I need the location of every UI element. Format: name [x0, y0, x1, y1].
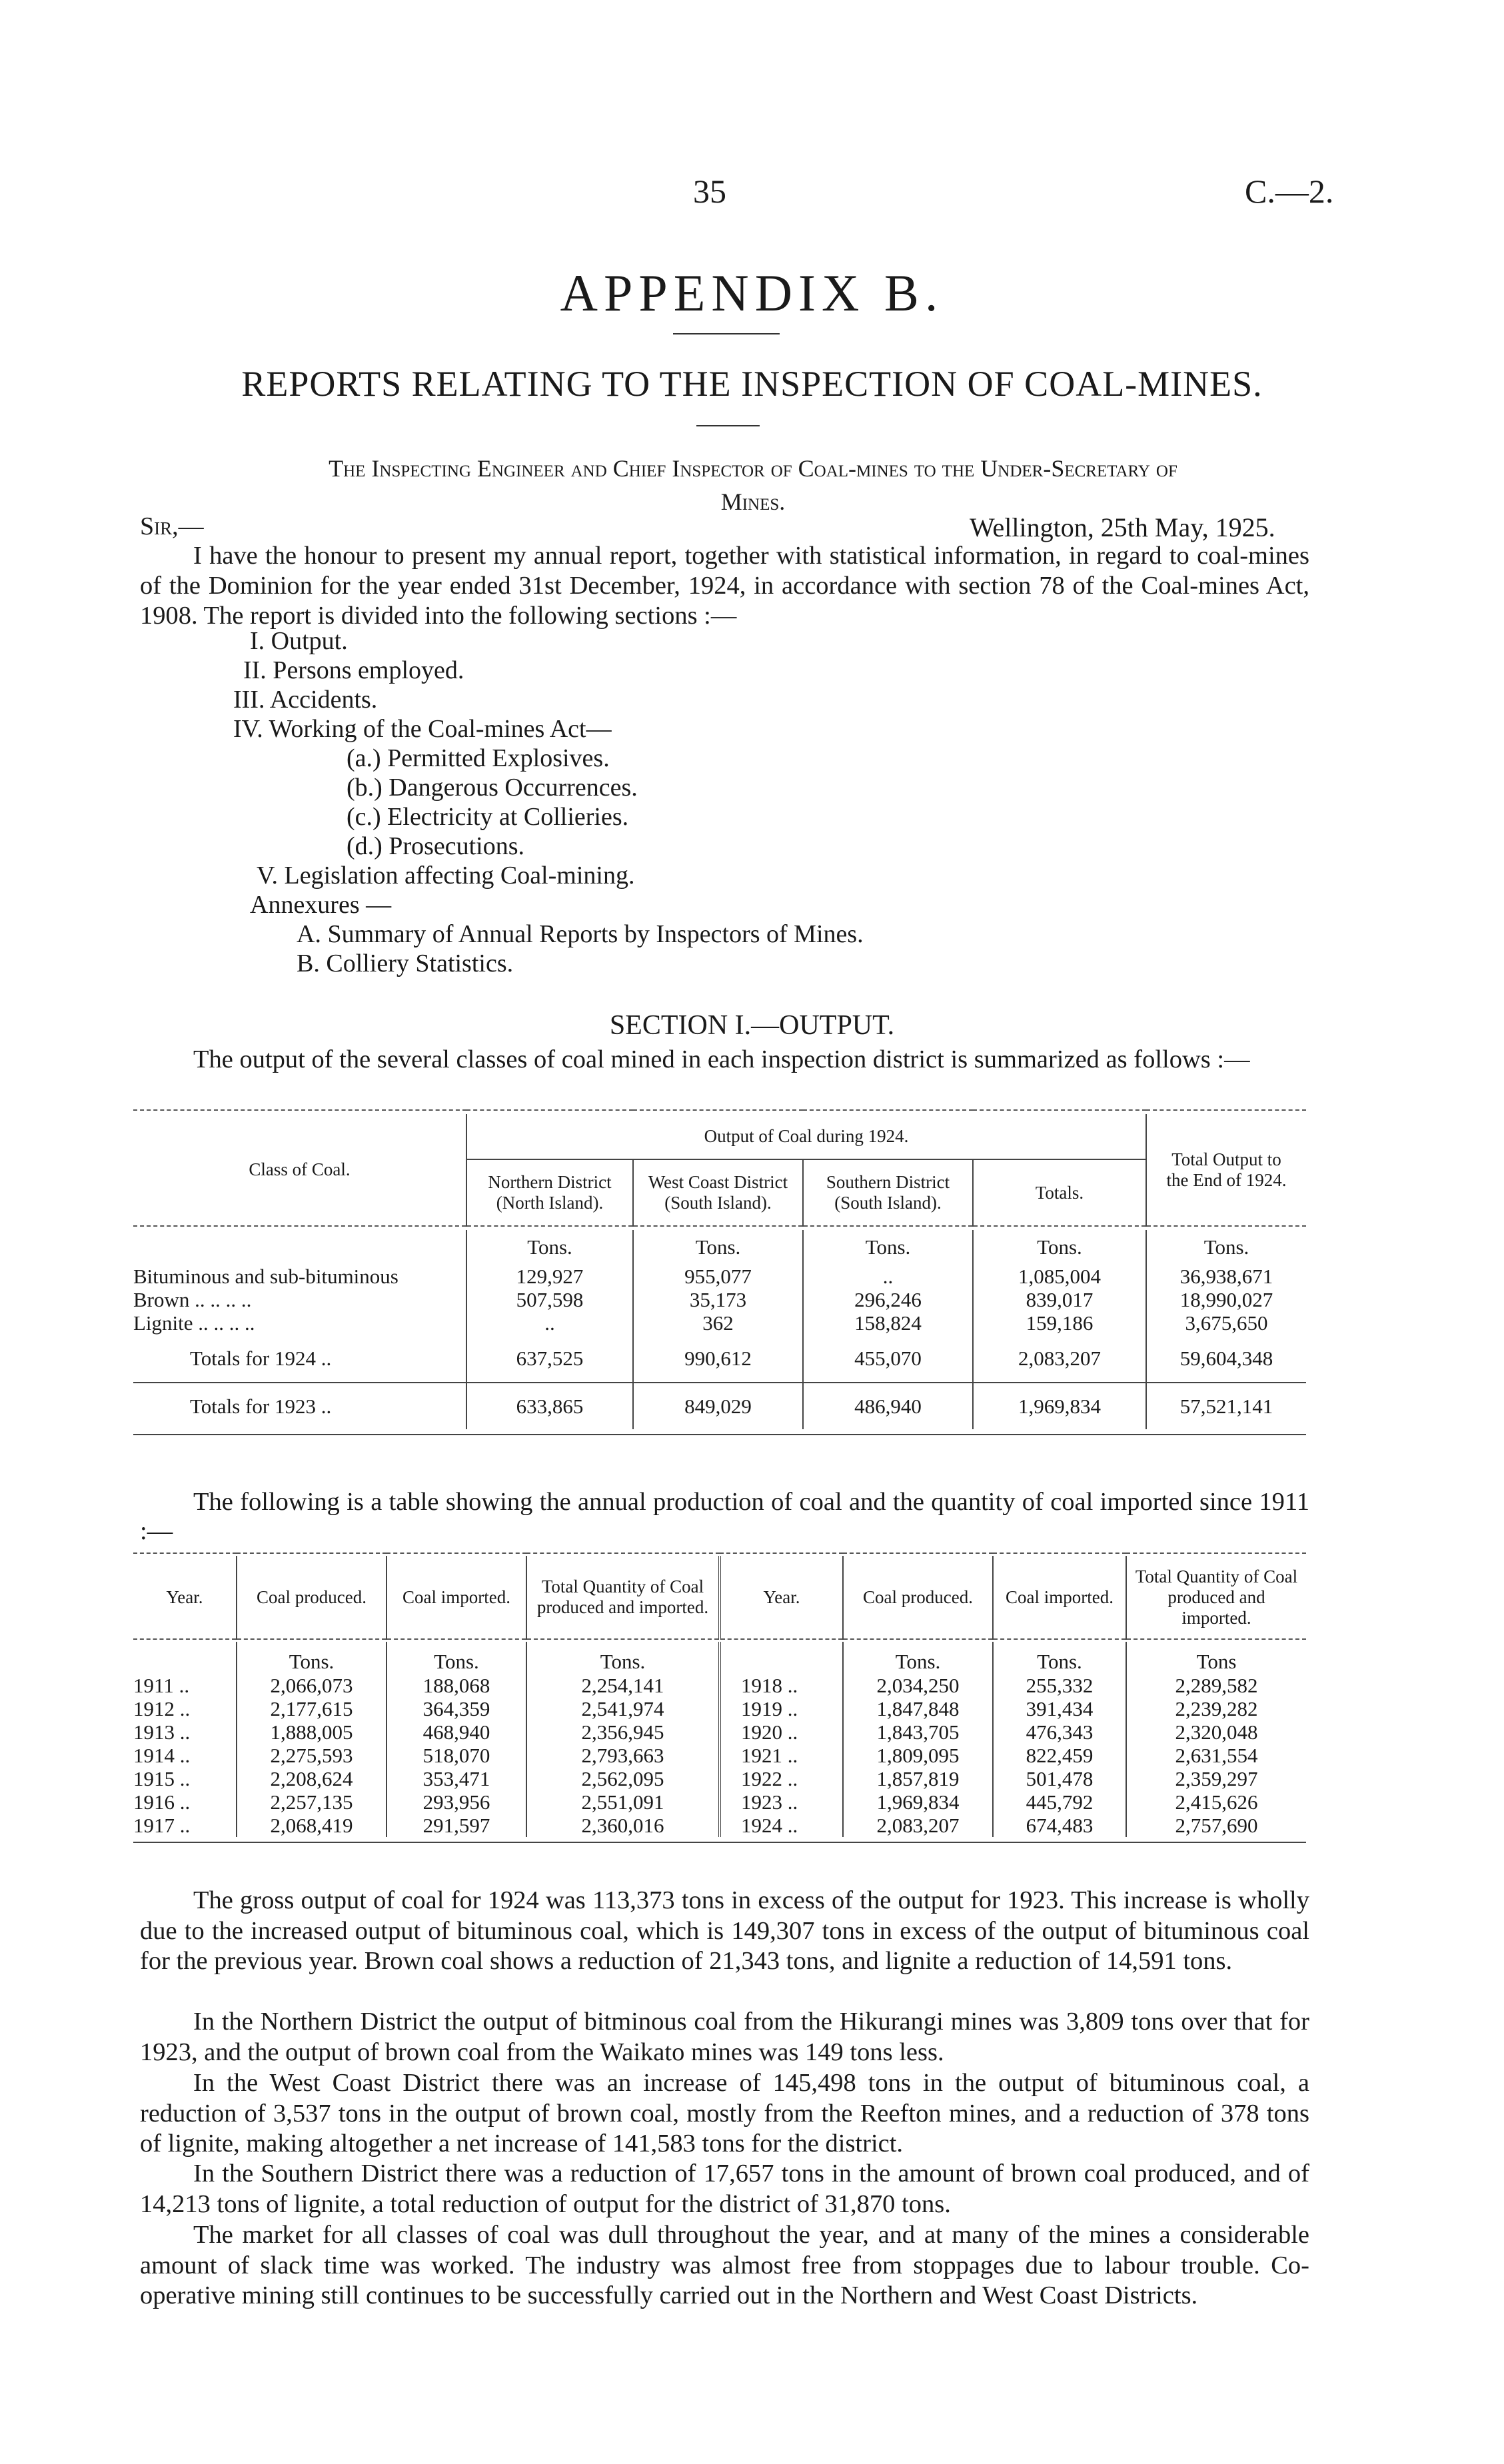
- row-label: Totals for 1923 ..: [133, 1383, 466, 1429]
- paper-reference: C.—2.: [1245, 173, 1334, 210]
- cell-value: 2,631,554: [1175, 1744, 1258, 1767]
- cell-value: 2,034,250: [876, 1674, 960, 1697]
- cell-value: 2,356,945: [581, 1720, 664, 1744]
- cell-value: 2,541,974: [581, 1697, 664, 1720]
- row-label: Lignite .. .. .. ..: [133, 1311, 255, 1335]
- year-cell: 1922 ..: [741, 1767, 798, 1790]
- cell-value: 2,208,624: [270, 1767, 353, 1790]
- cell-value: 501,478: [1026, 1767, 1094, 1790]
- year-cell: 1923 ..: [741, 1790, 798, 1814]
- cell-value: 2,068,419: [270, 1814, 353, 1837]
- col-class-header: Class of Coal.: [133, 1114, 466, 1226]
- cell-value: 159,186: [1026, 1311, 1094, 1335]
- list-item: (b.) Dangerous Occurrences.: [347, 774, 638, 802]
- page-number: 35: [693, 173, 726, 210]
- list-item: B. Colliery Statistics.: [297, 949, 514, 977]
- list-item: I. Output.: [250, 627, 348, 655]
- cell-value: 455,070: [803, 1335, 973, 1383]
- subsections-list: [347, 744, 638, 861]
- cell-value: 637,525: [466, 1335, 633, 1383]
- unit-label: Tons.: [973, 1230, 1146, 1265]
- unit-label: Tons.: [466, 1230, 633, 1265]
- table-row: [133, 1674, 1306, 1837]
- output-table: [133, 1109, 1306, 1435]
- cell-value: 57,521,141: [1179, 1394, 1273, 1418]
- year-cell: 1924 ..: [741, 1814, 798, 1837]
- cell-value: 839,017: [1026, 1288, 1094, 1311]
- cell-value: 2,254,141: [581, 1674, 664, 1697]
- cell-value: 2,275,593: [270, 1744, 353, 1767]
- totals-1924-row: [133, 1335, 1306, 1383]
- section-v: V. Legislation affecting Coal-mining.: [257, 862, 635, 890]
- cell-value: 158,824: [854, 1311, 922, 1335]
- unit-label: Tons.: [1203, 1235, 1249, 1259]
- unit-label: Tons.: [993, 1642, 1126, 1674]
- cell-value: ..: [882, 1265, 894, 1288]
- cell-value: 1,888,005: [270, 1720, 353, 1744]
- list-item: (c.) Electricity at Collieries.: [347, 803, 629, 831]
- cell-value: 1,843,705: [876, 1720, 960, 1744]
- intro-paragraph: [140, 541, 1309, 631]
- unit-label: Tons.: [237, 1642, 386, 1674]
- cell-value: 296,246: [854, 1288, 922, 1311]
- year-cell: 1920 ..: [741, 1720, 798, 1744]
- body-paragraph: [140, 2220, 1309, 2311]
- col-year-header: Year.: [720, 1556, 843, 1639]
- list-item: IV. Working of the Coal-mines Act—: [233, 715, 612, 743]
- cell-value: 59,604,348: [1179, 1346, 1273, 1370]
- cell-value: 362: [702, 1311, 734, 1335]
- year-cell: 1919 ..: [741, 1697, 798, 1720]
- col-totals-header: Totals.: [973, 1159, 1146, 1226]
- col-northern-header: Northern District (North Island).: [466, 1159, 633, 1226]
- cell-value: 364,359: [422, 1697, 490, 1720]
- list-item: (a.) Permitted Explosives.: [347, 744, 610, 772]
- row-label: Bituminous and sub-bituminous: [133, 1265, 398, 1288]
- list-item: III. Accidents.: [233, 686, 378, 714]
- cell-value: 2,562,095: [581, 1767, 664, 1790]
- letter-date: Wellington, 25th May, 1925.: [970, 512, 1275, 542]
- cell-value: 291,597: [422, 1814, 490, 1837]
- cell-value: 36,938,671: [1179, 1265, 1273, 1288]
- subtitle-divider: [696, 425, 760, 426]
- cell-value: 476,343: [1026, 1720, 1094, 1744]
- col-produced-header: Coal produced.: [237, 1556, 386, 1639]
- addressee: [160, 452, 1346, 518]
- cell-value: 1,085,004: [1018, 1265, 1101, 1288]
- cell-value: 353,471: [422, 1767, 490, 1790]
- cell-value: ..: [544, 1311, 555, 1335]
- salutation: Sir,—: [140, 512, 204, 540]
- addressee-line-1: The Inspecting Engineer and Chief Inspector of Coal-mines to the Under-Secretary of: [329, 455, 1177, 482]
- unit-label: Tons: [1196, 1650, 1237, 1673]
- cell-value: 822,459: [1026, 1744, 1094, 1767]
- cell-value: 2,757,690: [1175, 1814, 1258, 1837]
- list-item: (d.) Prosecutions.: [347, 832, 525, 860]
- cell-value: 2,083,207: [973, 1335, 1146, 1383]
- cell-value: 3,675,650: [1185, 1311, 1268, 1335]
- production-table: [133, 1552, 1306, 1843]
- report-subtitle: REPORTS RELATING TO THE INSPECTION OF COAL-MINES.: [241, 364, 1263, 404]
- cell-value: 507,598: [516, 1288, 584, 1311]
- cell-value: 2,415,626: [1175, 1790, 1258, 1814]
- annexures-label: Annexures —: [250, 891, 392, 919]
- cell-value: 468,940: [422, 1720, 490, 1744]
- section-heading: SECTION I.—OUTPUT.: [609, 1010, 895, 1041]
- cell-value: 1,969,834: [876, 1790, 960, 1814]
- production-intro: [140, 1487, 1309, 1546]
- year-cell: 1921 ..: [741, 1744, 798, 1767]
- cell-value: 1,847,848: [876, 1697, 960, 1720]
- unit-label: Tons.: [633, 1230, 803, 1265]
- output-intro-text: The output of the several classes of coal mined in each inspection district is summarized as follows :—: [193, 1045, 1250, 1073]
- col-southern-header: Southern District (South Island).: [803, 1159, 973, 1226]
- cell-value: 1,969,834: [973, 1383, 1146, 1429]
- cell-value: 2,177,615: [270, 1697, 353, 1720]
- cell-value: 955,077: [684, 1265, 752, 1288]
- cell-value: 2,239,282: [1175, 1697, 1258, 1720]
- cell-value: 2,320,048: [1175, 1720, 1258, 1744]
- col-produced-header: Coal produced.: [843, 1556, 993, 1639]
- body-paragraph: [140, 1886, 1309, 1977]
- col-imported-header: Coal imported.: [386, 1556, 526, 1639]
- year-cell: 1911 ..: [133, 1674, 190, 1697]
- cell-value: 293,956: [422, 1790, 490, 1814]
- cell-value: 255,332: [1026, 1674, 1094, 1697]
- year-cell: 1912 ..: [133, 1697, 191, 1720]
- cell-value: 2,359,297: [1175, 1767, 1258, 1790]
- paragraph-text: In the Southern District there was a reduction of 17,657 tons in the amount of brown coal produced, and of 14,213 tons of lignite, a total reduction of output for the district of 31,870 tons.: [140, 2159, 1309, 2218]
- col-total-output-header: Total Output to the End of 1924.: [1166, 1149, 1287, 1190]
- cell-value: 188,068: [422, 1674, 490, 1697]
- cell-value: 849,029: [633, 1383, 803, 1429]
- cell-value: 391,434: [1026, 1697, 1094, 1720]
- cell-value: 518,070: [422, 1744, 490, 1767]
- paragraph-text: The market for all classes of coal was dull throughout the year, and at many of the mines a considerable amount of slack time was worked. The industry was almost free from stoppages due to labour trouble. Co-operative mining still continues to be successfully carried out in the Northern and West Coast Districts.: [140, 2221, 1309, 2309]
- body-paragraph: [140, 2159, 1309, 2219]
- cell-value: 445,792: [1026, 1790, 1094, 1814]
- unit-label: Tons.: [803, 1230, 973, 1265]
- cell-value: 18,990,027: [1179, 1288, 1273, 1311]
- totals-1923-row: [133, 1383, 1306, 1429]
- sections-list: [200, 626, 612, 744]
- intro-text: I have the honour to present my annual report, together with statistical information, in regard to coal-mines of the Dominion for the year ended 31st December, 1924, in accordance with section 78 of the Coal-mines Act, 1908. The report is divided into the following sections :—: [140, 542, 1309, 630]
- col-year-header: Year.: [133, 1556, 237, 1639]
- table-row: [133, 1265, 1306, 1335]
- cell-value: 633,865: [466, 1383, 633, 1429]
- year-cell: 1918 ..: [741, 1674, 798, 1697]
- cell-value: 35,173: [689, 1288, 747, 1311]
- annexures-list: [297, 920, 864, 978]
- cell-value: 129,927: [516, 1265, 584, 1288]
- cell-value: 1,857,819: [876, 1767, 960, 1790]
- row-label: Brown .. .. .. ..: [133, 1288, 252, 1311]
- addressee-line-2: Mines.: [720, 488, 786, 515]
- cell-value: 990,612: [633, 1335, 803, 1383]
- output-intro: [140, 1045, 1309, 1074]
- col-west-header: West Coast District (South Island).: [633, 1159, 803, 1226]
- paragraph-text: The gross output of coal for 1924 was 113,373 tons in excess of the output for 1923. This increase is wholly due to the increased output of bituminous coal, which is 149,307 tons in excess of the output of bituminous coal for the previous year. Brown coal shows a reduction of 21,343 tons, and lignite a reduction of 14,591 tons.: [140, 1886, 1309, 1975]
- year-cell: 1916 ..: [133, 1790, 191, 1814]
- group-header: Output of Coal during 1924.: [466, 1114, 1146, 1159]
- cell-value: 1,809,095: [876, 1744, 960, 1767]
- year-cell: 1913 ..: [133, 1720, 191, 1744]
- list-item: A. Summary of Annual Reports by Inspectors of Mines.: [297, 920, 864, 948]
- cell-value: 2,257,135: [270, 1790, 353, 1814]
- cell-value: 2,793,663: [581, 1744, 664, 1767]
- row-label: Totals for 1924 ..: [133, 1335, 466, 1383]
- production-intro-text: The following is a table showing the annual production of coal and the quantity of coal imported since 1911 :—: [140, 1488, 1309, 1545]
- col-total-header: Total Quantity of Coal produced and imported.: [526, 1556, 720, 1639]
- appendix-title: APPENDIX B.: [560, 264, 944, 322]
- paragraph-text: In the Northern District the output of bitminous coal from the Hikurangi mines was 3,809 tons over that for 1923, and the output of brown coal from the Waikato mines was 149 tons less.: [140, 2008, 1309, 2066]
- paragraph-text: In the West Coast District there was an increase of 145,498 tons in the output of bituminous coal, a reduction of 3,537 tons in the output of brown coal, mostly from the Reefton mines, and a reduction of 378 tons of lignite, making altogether a net increase of 141,583 tons for the district.: [140, 2069, 1309, 2157]
- body-paragraph: [140, 2068, 1309, 2159]
- cell-value: 674,483: [1026, 1814, 1094, 1837]
- cell-value: 2,551,091: [581, 1790, 664, 1814]
- unit-label: Tons.: [526, 1642, 720, 1674]
- unit-label: Tons.: [843, 1642, 993, 1674]
- cell-value: 2,289,582: [1175, 1674, 1258, 1697]
- year-cell: 1914 ..: [133, 1744, 191, 1767]
- list-item: II. Persons employed.: [243, 656, 464, 684]
- title-divider: [673, 333, 780, 334]
- year-cell: 1915 ..: [133, 1767, 191, 1790]
- col-imported-header: Coal imported.: [993, 1556, 1126, 1639]
- cell-value: 2,360,016: [581, 1814, 664, 1837]
- unit-label: Tons.: [386, 1642, 526, 1674]
- cell-value: 2,083,207: [876, 1814, 960, 1837]
- cell-value: 486,940: [803, 1383, 973, 1429]
- col-total-header: Total Quantity of Coal produced and imported.: [1135, 1566, 1298, 1628]
- cell-value: 2,066,073: [270, 1674, 353, 1697]
- body-paragraph: [140, 2007, 1309, 2068]
- year-cell: 1917 ..: [133, 1814, 191, 1837]
